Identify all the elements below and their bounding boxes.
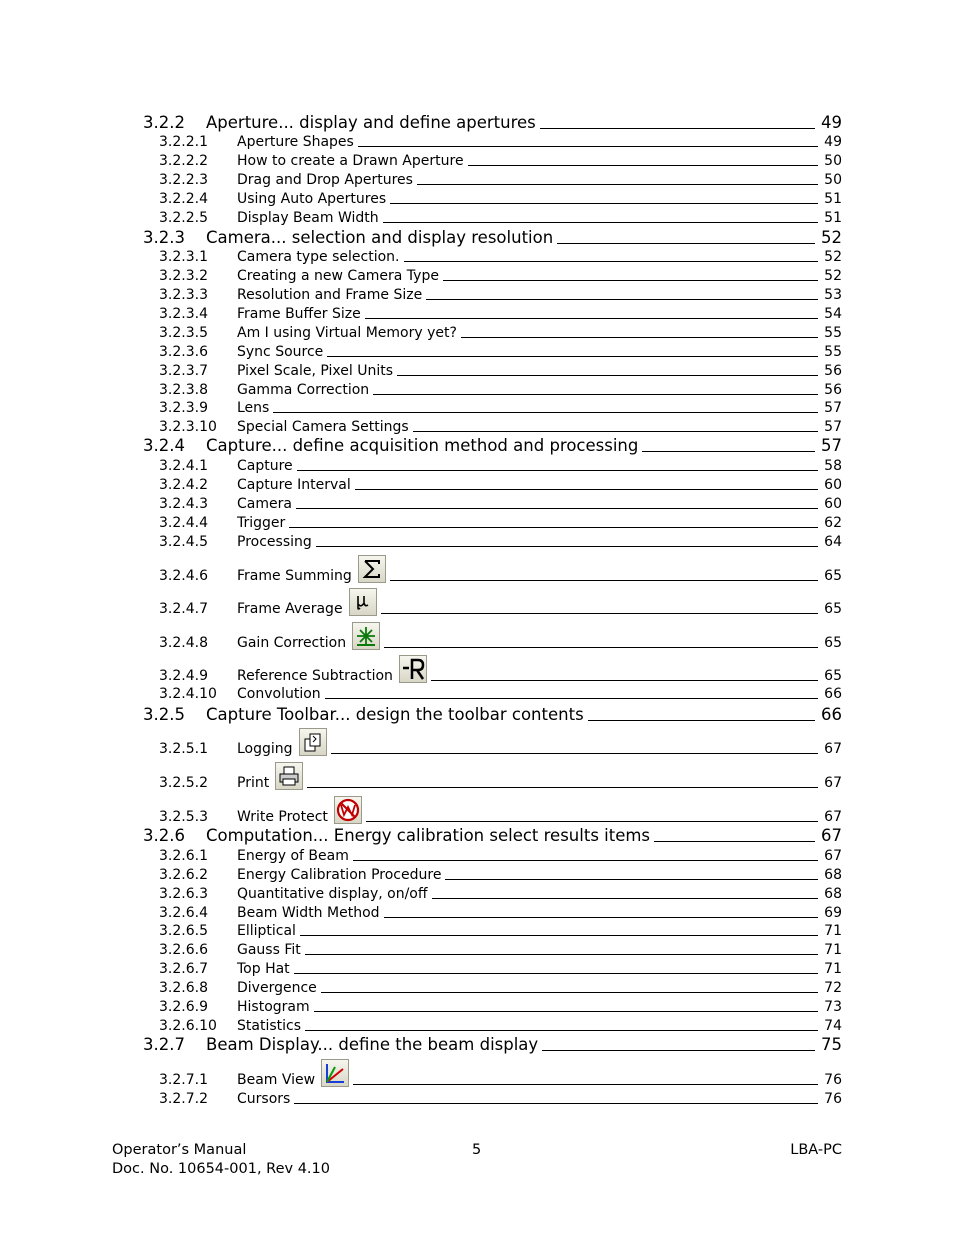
toc-entry-title-text: Statistics (237, 1018, 301, 1034)
toc-entry-page: 71 (824, 942, 842, 958)
toc-leader-line (390, 580, 818, 581)
toc-entry[interactable] (0, 957, 954, 976)
toc-entry-number: 3.2.6.2 (159, 867, 208, 883)
toc-entry-title-text: Frame Buffer Size (237, 306, 361, 322)
toc-entry-title-text: Convolution (237, 686, 321, 702)
toc-entry-title (237, 154, 464, 168)
toc-entry[interactable] (0, 564, 954, 583)
toc-entry[interactable] (0, 187, 954, 206)
toc-entry-number: 3.2.3.3 (159, 287, 208, 303)
toc-entry-page: 54 (824, 306, 842, 322)
toc-entry-page: 51 (824, 191, 842, 207)
toc-entry[interactable] (0, 938, 954, 957)
toc-leader-line (289, 527, 818, 528)
toc-entry-title-text: Gauss Fit (237, 942, 301, 958)
toc-leader-line (358, 146, 818, 147)
toc-entry-page: 75 (821, 1034, 842, 1054)
toc-entry-page: 55 (824, 344, 842, 360)
toc-entry-number: 3.2.6.7 (159, 961, 208, 977)
toc-entry-title-text: Cursors (237, 1091, 291, 1107)
toc-entry-page: 58 (824, 458, 842, 474)
toc-entry-number: 3.2.4.10 (159, 686, 217, 702)
toc-entry-title (237, 924, 296, 938)
toc-entry-title (206, 704, 584, 724)
toc-entry-title (206, 1034, 539, 1054)
toc-entry-number: 3.2.2.2 (159, 153, 208, 169)
toc-entry-title-text: Top Hat (237, 961, 290, 977)
toc-entry-page: 68 (824, 867, 842, 883)
toc-leader-line (397, 375, 818, 376)
toc-entry-title (237, 796, 362, 824)
toc-entry-title-text: Trigger (237, 515, 286, 531)
toc-entry-page: 49 (821, 112, 842, 132)
toc-entry-title-text: Special Camera Settings (237, 419, 409, 435)
toc-entry-title (237, 962, 290, 976)
toc-entry-number: 3.2.6.1 (159, 848, 208, 864)
toc-entry-page: 57 (824, 400, 842, 416)
toc-entry-title (237, 906, 380, 920)
toc-entry-title-text: Elliptical (237, 923, 296, 939)
toc-entry-number: 3.2.4.8 (159, 635, 208, 651)
toc-entry-page: 50 (824, 172, 842, 188)
toc-entry-title (237, 849, 349, 863)
toc-entry[interactable] (0, 321, 954, 340)
toc-entry[interactable] (0, 245, 954, 264)
toc-entry-number: 3.2.3.1 (159, 249, 208, 265)
toc-entry-title-text: Gamma Correction (237, 382, 370, 398)
toc-entry-title-text: Beam Width Method (237, 905, 380, 921)
footer-page-number: 5 (472, 1142, 482, 1158)
toc-leader-line (353, 860, 818, 861)
toc-entry-title-text: Reference Subtraction (237, 668, 393, 684)
toc-entry-title (237, 687, 321, 701)
toc-entry-number: 3.2.2.1 (159, 134, 208, 150)
toc-entry-page: 50 (824, 153, 842, 169)
toc-entry-title-text: Display Beam Width (237, 210, 379, 226)
gain-icon (352, 622, 380, 650)
toc-entry-page: 62 (824, 515, 842, 531)
toc-entry-number: 3.2.4.9 (159, 668, 208, 684)
toc-entry-number: 3.2.4.4 (159, 515, 208, 531)
toc-entry-page: 76 (824, 1091, 842, 1107)
footer-doc-number: Doc. No. 10654-001, Rev 4.10 (112, 1161, 330, 1177)
toc-entry-title (237, 192, 386, 206)
toc-entry-page: 67 (821, 825, 842, 845)
toc-entry-number: 3.2.4.7 (159, 601, 208, 617)
toc-leader-line (321, 992, 818, 993)
toc-entry-title-text: Energy Calibration Procedure (237, 867, 442, 883)
toc-entry[interactable] (0, 882, 954, 901)
toc-entry[interactable] (0, 664, 954, 683)
toc-entry[interactable] (0, 340, 954, 359)
toc-entry-title-text: Frame Summing (237, 568, 352, 584)
toc-leader-line (373, 394, 818, 395)
toc-entry-title (237, 401, 269, 415)
toc-entry-title-text: Camera (237, 496, 292, 512)
toc-entry-number: 3.2.2.4 (159, 191, 208, 207)
toc-entry-title-text: Divergence (237, 980, 317, 996)
toc-entry-title-text: Using Auto Apertures (237, 191, 387, 207)
toc-entry-title-text: Energy of Beam (237, 848, 349, 864)
mu-icon (349, 588, 377, 616)
toc-entry-title-text: Logging (237, 741, 293, 757)
toc-entry-number: 3.2.5.2 (159, 775, 208, 791)
toc-entry-title (237, 943, 301, 957)
toc-entry-page: 66 (821, 704, 842, 724)
toc-entry-number: 3.2.3.10 (159, 419, 217, 435)
toc-entry-title-text: Histogram (237, 999, 310, 1015)
toc-entry-number: 3.2.6.4 (159, 905, 208, 921)
toc-entry-title (237, 173, 413, 187)
toc-entry[interactable] (0, 378, 954, 397)
toc-entry-title-text: Quantitative display, on/off (237, 886, 428, 902)
toc-entry-title-text: Gain Correction (237, 635, 347, 651)
toc-entry-title (237, 497, 292, 511)
minus-r-icon (399, 655, 427, 683)
toc-entry-title (237, 269, 439, 283)
toc-entry-number: 3.2.3.6 (159, 344, 208, 360)
toc-entry-number: 3.2.6.8 (159, 980, 208, 996)
toc-entry-title-text: Capture... define acquisition method and processing (206, 435, 639, 455)
toc-entry[interactable] (0, 737, 954, 756)
toc-entry-title-text: Beam View (237, 1072, 316, 1088)
toc-leader-line (383, 222, 818, 223)
toc-entry[interactable] (0, 473, 954, 492)
toc-entry[interactable] (0, 432, 954, 454)
toc-entry-number: 3.2.3 (143, 227, 185, 247)
toc-entry-number: 3.2.2 (143, 112, 185, 132)
toc-entry-page: 65 (824, 668, 842, 684)
toc-leader-line (557, 243, 815, 244)
toc-entry-number: 3.2.4.1 (159, 458, 208, 474)
toc-entry-number: 3.2.7 (143, 1034, 185, 1054)
toc-entry-page: 65 (824, 568, 842, 584)
toc-leader-line (384, 647, 818, 648)
toc-entry-title-text: How to create a Drawn Aperture (237, 153, 464, 169)
toc-entry-number: 3.2.4.6 (159, 568, 208, 584)
toc-entry-title (237, 622, 380, 650)
toc-entry[interactable] (0, 682, 954, 701)
toc-entry-title-text: Resolution and Frame Size (237, 287, 423, 303)
toc-leader-line (381, 613, 818, 614)
toc-entry-title (206, 825, 651, 845)
footer-product-name: LBA-PC (790, 1142, 842, 1158)
toc-leader-line (417, 184, 818, 185)
toc-entry-title-text: Write Protect (237, 809, 328, 825)
toc-entry-title-text: Capture Toolbar... design the toolbar contents (206, 704, 584, 724)
toc-entry-number: 3.2.4.3 (159, 496, 208, 512)
toc-entry-number: 3.2.6.10 (159, 1018, 217, 1034)
toc-entry-page: 65 (824, 601, 842, 617)
toc-entry-title-text: Aperture Shapes (237, 134, 354, 150)
toc-entry[interactable] (0, 454, 954, 473)
toc-entry-title (237, 868, 441, 882)
toc-entry-number: 3.2.4.2 (159, 477, 208, 493)
toc-entry[interactable] (0, 264, 954, 283)
toc-leader-line (468, 165, 818, 166)
toc-entry-title (206, 227, 554, 247)
toc-entry-title (237, 1000, 310, 1014)
toc-leader-line (445, 879, 818, 880)
toc-entry-title-text: Frame Average (237, 601, 343, 617)
toc-entry-page: 60 (824, 477, 842, 493)
toc-entry[interactable] (0, 168, 954, 187)
toc-entry-page: 67 (824, 848, 842, 864)
toc-entry[interactable] (0, 1031, 954, 1053)
toc-entry[interactable] (0, 1087, 954, 1106)
toc-entry[interactable] (0, 359, 954, 378)
toc-leader-line (294, 1103, 818, 1104)
toc-entry-number: 3.2.4.5 (159, 534, 208, 550)
toc-entry-title-text: Processing (237, 534, 312, 550)
toc-entry[interactable] (0, 995, 954, 1014)
toc-leader-line (325, 698, 818, 699)
toc-entry-page: 74 (824, 1018, 842, 1034)
toc-entry-number: 3.2.6.5 (159, 923, 208, 939)
toc-leader-line (426, 299, 818, 300)
toc-entry-page: 57 (824, 419, 842, 435)
toc-entry[interactable] (0, 597, 954, 616)
toc-entry-title (237, 1059, 349, 1087)
toc-entry-title (237, 981, 317, 995)
toc-entry-title-text: Lens (237, 400, 270, 416)
toc-leader-line (540, 128, 815, 129)
toc-entry-title-text: Sync Source (237, 344, 324, 360)
toc-leader-line (431, 680, 818, 681)
toc-leader-line (461, 337, 818, 338)
toc-entry[interactable] (0, 396, 954, 415)
write-protect-icon (334, 796, 362, 824)
toc-entry[interactable] (0, 302, 954, 321)
toc-entry-number: 3.2.5.3 (159, 809, 208, 825)
toc-entry-page: 72 (824, 980, 842, 996)
toc-leader-line (642, 451, 815, 452)
toc-entry-title-text: Capture (237, 458, 293, 474)
toc-entry-page: 65 (824, 635, 842, 651)
toc-entry-title (237, 478, 351, 492)
toc-entry-title (237, 135, 354, 149)
toc-entry[interactable] (0, 492, 954, 511)
toc-leader-line (443, 280, 818, 281)
toc-entry[interactable] (0, 631, 954, 650)
toc-entry-title-text: Camera... selection and display resolution (206, 227, 554, 247)
toc-entry-title-text: Am I using Virtual Memory yet? (237, 325, 457, 341)
toc-entry[interactable] (0, 283, 954, 302)
toc-leader-line (297, 470, 818, 471)
toc-entry-title (237, 1092, 290, 1106)
toc-entry-title (237, 383, 369, 397)
toc-entry-number: 3.2.3.7 (159, 363, 208, 379)
toc-leader-line (307, 787, 818, 788)
toc-entry-title (237, 516, 285, 530)
toc-entry-title (206, 435, 639, 455)
toc-entry-number: 3.2.6.9 (159, 999, 208, 1015)
toc-entry-number: 3.2.3.5 (159, 325, 208, 341)
sigma-icon (358, 555, 386, 583)
toc-entry-title-text: Computation... Energy calibration select results items (206, 825, 651, 845)
toc-entry-page: 55 (824, 325, 842, 341)
toc-leader-line (588, 720, 815, 721)
toc-entry-title-text: Capture Interval (237, 477, 351, 493)
toc-entry[interactable] (0, 901, 954, 920)
toc-entry-title (237, 307, 361, 321)
toc-entry-page: 71 (824, 923, 842, 939)
toc-entry-page: 73 (824, 999, 842, 1015)
toc-entry-title-text: Aperture... display and define apertures (206, 112, 536, 132)
toc-entry-number: 3.2.3.2 (159, 268, 208, 284)
toc-leader-line (316, 546, 818, 547)
toc-entry-title-text: Print (237, 775, 270, 791)
toc-entry-title (237, 345, 323, 359)
toc-leader-line (353, 1084, 818, 1085)
toc-entry[interactable] (0, 130, 954, 149)
toc-entry-page: 68 (824, 886, 842, 902)
toc-leader-line (432, 898, 818, 899)
toc-leader-line (305, 954, 818, 955)
toc-entry[interactable] (0, 1068, 954, 1087)
toc-entry-number: 3.2.5 (143, 704, 185, 724)
toc-entry-page: 57 (821, 435, 842, 455)
toc-leader-line (327, 356, 818, 357)
toc-leader-line (300, 935, 818, 936)
toc-entry-page: 67 (824, 741, 842, 757)
toc-entry-page: 67 (824, 775, 842, 791)
toc-leader-line (390, 203, 818, 204)
toc-entry-number: 3.2.3.8 (159, 382, 208, 398)
printer-icon (275, 762, 303, 790)
toc-entry-page: 67 (824, 809, 842, 825)
toc-entry-number: 3.2.3.9 (159, 400, 208, 416)
toc-entry-page: 71 (824, 961, 842, 977)
toc-entry[interactable] (0, 224, 954, 246)
toc-entry-page: 52 (821, 227, 842, 247)
toc-leader-line (384, 917, 818, 918)
toc-leader-line (404, 261, 818, 262)
toc-entry[interactable] (0, 701, 954, 723)
toc-leader-line (355, 489, 818, 490)
toc-entry[interactable] (0, 771, 954, 790)
toc-entry-title (237, 326, 457, 340)
toc-entry[interactable] (0, 822, 954, 844)
toc-entry-number: 3.2.7.2 (159, 1091, 208, 1107)
toc-entry-page: 56 (824, 363, 842, 379)
toc-leader-line (365, 318, 818, 319)
toc-entry[interactable] (0, 511, 954, 530)
toc-leader-line (542, 1050, 815, 1051)
toc-entry-page: 64 (824, 534, 842, 550)
toc-entry-number: 3.2.5.1 (159, 741, 208, 757)
toc-entry[interactable] (0, 109, 954, 131)
toc-entry-page: 76 (824, 1072, 842, 1088)
toc-entry[interactable] (0, 530, 954, 549)
toc-entry-title-text: Creating a new Camera Type (237, 268, 439, 284)
toc-entry-title (237, 535, 312, 549)
toc-entry[interactable] (0, 844, 954, 863)
toc-entry-page: 66 (824, 686, 842, 702)
toc-entry-number: 3.2.2.3 (159, 172, 208, 188)
toc-entry-page: 60 (824, 496, 842, 512)
toc-entry-page: 52 (824, 249, 842, 265)
toc-entry-page: 49 (824, 134, 842, 150)
toc-leader-line (296, 508, 818, 509)
toc-entry-title (237, 211, 379, 225)
toc-entry-title (237, 728, 327, 756)
toc-entry-number: 3.2.3.4 (159, 306, 208, 322)
toc-entry-page: 56 (824, 382, 842, 398)
toc-entry-title (237, 887, 428, 901)
toc-entry-title (237, 459, 293, 473)
toc-entry-title (237, 555, 386, 583)
beam-view-icon (321, 1059, 349, 1087)
toc-entry-title (206, 112, 536, 132)
toc-entry-page: 69 (824, 905, 842, 921)
toc-entry-title (237, 364, 393, 378)
toc-entry-title (237, 250, 400, 264)
toc-leader-line (331, 753, 818, 754)
toc-entry[interactable] (0, 976, 954, 995)
toc-entry[interactable] (0, 149, 954, 168)
toc-leader-line (654, 841, 815, 842)
toc-leader-line (273, 412, 818, 413)
toc-entry-number: 3.2.6 (143, 825, 185, 845)
toc-entry-page: 51 (824, 210, 842, 226)
toc-entry-page: 53 (824, 287, 842, 303)
toc-entry-title (237, 288, 422, 302)
toc-entry-number: 3.2.6.3 (159, 886, 208, 902)
toc-entry-title (237, 762, 303, 790)
toc-entry[interactable] (0, 206, 954, 225)
toc-entry-number: 3.2.2.5 (159, 210, 208, 226)
toc-leader-line (314, 1011, 818, 1012)
toc-entry-title (237, 588, 377, 616)
toc-entry[interactable] (0, 863, 954, 882)
toc-leader-line (294, 973, 818, 974)
footer-manual-title: Operator’s Manual (112, 1142, 247, 1158)
toc-entry-page: 52 (824, 268, 842, 284)
toc-entry-title-text: Beam Display... define the beam display (206, 1034, 539, 1054)
toc-entry-title-text: Pixel Scale, Pixel Units (237, 363, 394, 379)
toc-entry-number: 3.2.7.1 (159, 1072, 208, 1088)
logging-icon (299, 728, 327, 756)
toc-entry-number: 3.2.4 (143, 435, 185, 455)
toc-entry-number: 3.2.6.6 (159, 942, 208, 958)
toc-entry-title (237, 655, 427, 683)
toc-entry-title-text: Drag and Drop Apertures (237, 172, 413, 188)
toc-entry[interactable] (0, 919, 954, 938)
toc-entry-title-text: Camera type selection. (237, 249, 400, 265)
